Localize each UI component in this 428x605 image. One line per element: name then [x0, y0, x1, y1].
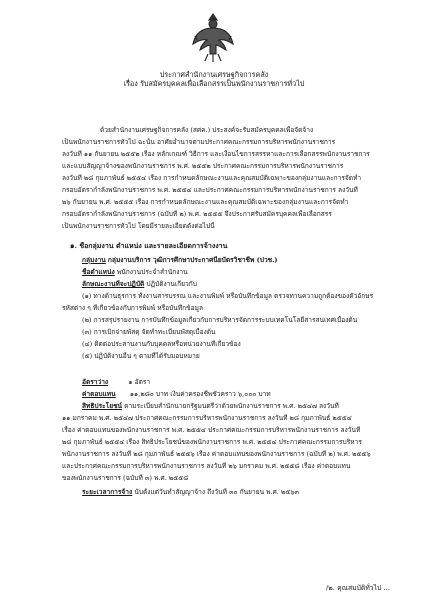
intro-line: ลงวันที่ ๒๘ กุมภาพันธ์ ๒๕๕๔ เรื่อง การกำหนดลักษณะงานและคุณสมบัติเฉพาะของกลุ่มงานและการจัดทำ [62, 174, 362, 182]
intro-line: เป็นพนักงานราชการทั่วไป โดยมีรายละเอียดดังต่อไปนี้ [62, 222, 215, 230]
vacancy-value: ๑ อัตรา [128, 378, 151, 386]
term-row [82, 488, 400, 496]
term-value: นับตั้งแต่วันทำสัญญาจ้าง ถึงวันที่ ๓๐ กันยายน พ.ศ. ๒๕๖๓ [134, 488, 300, 496]
duty-value: ปฏิบัติงานเกี่ยวกับ [146, 280, 197, 288]
announcement-subject [0, 79, 428, 88]
intro-line: ด้วยสำนักงานเศรษฐกิจการคลัง (สศค.) ประสงค์จะรับสมัครบุคคลเพื่อจัดจ้าง [100, 126, 314, 134]
intro-line: กรอบอัตรากำลังพนักงานราชการ (ฉบับที่ ๒) พ.ศ. ๒๕๕๕ จึงประกาศรับสมัครบุคคลเพื่อเลือกสรร [62, 210, 332, 218]
announcement-title: ประกาศสำนักงานเศรษฐกิจการคลัง [159, 70, 269, 79]
position-value: พนักงานประจำสำนักงาน [116, 268, 188, 276]
next-page-note: /๒. คุณสมบัติทั่วไป ... [326, 584, 390, 592]
pay-label: ค่าตอบแทน [82, 390, 116, 398]
work-group-row [82, 256, 400, 264]
duty-label: ลักษณะงานที่จะปฏิบัติ [82, 280, 145, 288]
duty-item: (๑) ทางด้านธุรการ ทั้งงานสารบรรณ และงานพิมพ์ หรือบันทึกข้อมูล ตรวจทานความถูกต้องของตัวอักษร [82, 292, 374, 300]
benefits-line: ของพนักงานราชการ (ฉบับที่ ๓) พ.ศ. ๒๕๕๘ [62, 474, 189, 482]
intro-line: กรอบอัตรากำลังพนักงานราชการ พ.ศ. ๒๕๕๔ และประกาศคณะกรรมการบริหารพนักงานราชการ ลงวันที่ [62, 186, 358, 194]
subject-label: เรื่อง [123, 79, 138, 88]
position-row [82, 268, 400, 276]
benefits-line: พนักงานราชการ ลงวันที่ ๒๘ กุมภาพันธ์ ๒๕๕๖ เรื่อง ค่าตอบแทนของพนักงานราชการ (ฉบับที่ ๒) พ.ศ. ๒๕๕๖ [62, 450, 371, 458]
duty-item: รหัสต่าง ๆ ที่เกี่ยวข้องกับการพิมพ์ หรือบันทึกข้อมูล [62, 304, 203, 312]
intro-line: ๒๖ กันยายน พ.ศ. ๒๕๕๕ เรื่อง การกำหนดลักษณะงานและคุณสมบัติเฉพาะของกลุ่มงานและการจัดทำ [62, 198, 349, 206]
duty-item: (๓) การเบิกจ่ายพัสดุ จัดทำทะเบียนพัสดุเบื้องต้น [82, 328, 216, 336]
vacancy-label: อัตราว่าง [82, 378, 109, 386]
benefits-line: ๑๑ มกราคม พ.ศ. ๒๕๔๗ ประกาศคณะกรรมการบริหารพนักงานราชการ ลงวันที่ ๒๘ กุมภาพันธ์ ๒๕๕๔ [62, 414, 352, 422]
work-group-value: กลุ่มงานบริการ วุฒิการศึกษาประกาศนียบัตรวิชาชีพ (ปวช.) [107, 256, 278, 264]
benefits-row [82, 402, 400, 410]
pay-row [82, 390, 400, 398]
duty-item: (๒) การสรุปรายงาน การบันทึกข้อมูลเกี่ยวกับการบริหารจัดการระบบเทคโนโลยีสารสนเทศเบื้องต้น [82, 316, 358, 324]
work-group-label: กลุ่มงาน [82, 256, 106, 264]
intro-line: และแบบสัญญาจ้างของพนักงานราชการ พ.ศ. ๒๕๕๒ ประกาศคณะกรรมการบริหารพนักงานราชการ [62, 162, 344, 170]
benefits-text: ตามระเบียบสำนักนายกรัฐมนตรีว่าด้วยพนักงานราชการ พ.ศ. ๒๕๔๗ ลงวันที่ [124, 402, 339, 410]
subject-text: รับสมัครบุคคลเพื่อเลือกสรรเป็นพนักงานราชการทั่วไป [140, 79, 305, 88]
term-label: ระยะเวลาการจ้าง [82, 488, 133, 496]
duty-row [82, 280, 400, 288]
benefits-label: สิทธิประโยชน์ [82, 402, 123, 410]
position-label: ชื่อตำแหน่ง [82, 268, 115, 276]
benefits-line: ๒๘ กุมภาพันธ์ ๒๕๕๔ เรื่อง สิทธิประโยชน์ของพนักงานราชการ พ.ศ. ๒๕๕๔ ประกาศคณะกรรมการบริหาร [62, 438, 362, 446]
vacancy-row [82, 378, 400, 386]
benefits-line: และประกาศคณะกรรมการบริหารพนักงานราชการ ลงวันที่ ๒๖ มกราคม พ.ศ. ๒๕๕๘ เรื่อง ค่าตอบแทน [62, 462, 351, 470]
duty-item: (๔) ติดต่อประสานงานกับบุคคลหรือหน่วยงานที่เกี่ยวข้อง [82, 340, 241, 348]
section-heading: ๑. ชื่อกลุ่มงาน ตำแหน่ง และรายละเอียดการจ้างงาน [70, 242, 228, 250]
benefits-line: เรื่อง ค่าตอบแทนของพนักงานราชการ พ.ศ. ๒๕๕๔ ประกาศคณะกรรมการบริหารพนักงานราชการ ลงวันที่ [62, 426, 361, 434]
duty-item: (๕) ปฏิบัติงานอื่น ๆ ตามที่ได้รับมอบหมาย [82, 352, 200, 360]
intro-line: เป็นพนักงานราชการทั่วไป ฉะนั้น อาศัยอำนาจตามประกาศคณะกรรมการบริหารพนักงานราชการ [62, 138, 336, 146]
garuda-emblem-icon [191, 10, 235, 64]
pay-value: ๑๑,๒๘๐ บาท เงินค่าครองชีพชั่วคราว ๖,๐๐๐ บาท [129, 390, 271, 398]
intro-line: ลงวันที่ ๑๑ กันยายน ๒๕๕๒ เรื่อง หลักเกณฑ์ วิธีการ และเงื่อนไขการสรรหาและการเลือกสรรพนักงานราชการ [62, 150, 370, 158]
